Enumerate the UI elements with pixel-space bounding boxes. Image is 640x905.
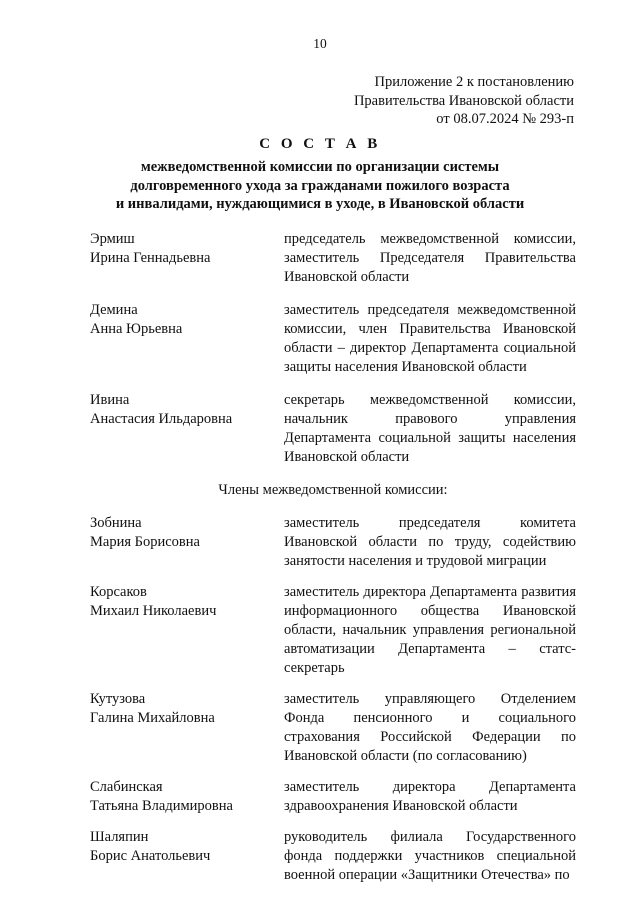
member-role: заместитель директора Департамента здравоохранения Ивановской области xyxy=(284,779,576,814)
member-given-name: Татьяна Владимировна xyxy=(90,798,233,814)
member-given-name: Ирина Геннадьевна xyxy=(90,250,211,266)
member-row xyxy=(90,828,576,885)
member-surname: Шаляпин xyxy=(90,829,149,845)
member-name xyxy=(90,514,284,552)
member-surname: Кутузова xyxy=(90,691,146,707)
member-name xyxy=(90,583,284,621)
member-surname: Зобнина xyxy=(90,515,142,531)
appendix-block xyxy=(354,73,574,129)
member-name xyxy=(90,778,284,816)
member-row xyxy=(90,230,576,287)
member-role: заместитель директора Департамента развития информационного общества Ивановской области, начальник управления региональной автоматизации Департамента – статс-секретарь xyxy=(284,584,576,676)
member-row xyxy=(90,583,576,678)
member-name xyxy=(90,301,284,339)
member-surname: Ивина xyxy=(90,392,130,408)
appendix-line: Приложение 2 к постановлению xyxy=(374,74,574,90)
member-name xyxy=(90,690,284,728)
member-row xyxy=(90,690,576,766)
member-surname: Корсаков xyxy=(90,584,147,600)
title-line: межведомственной комиссии по организации системы xyxy=(140,159,500,175)
member-role: заместитель председателя межведомственной комиссии, член Правительства Ивановской области – директор Департамента социальной защиты населения Ивановской области xyxy=(284,302,576,375)
member-role: заместитель управляющего Отделением Фонда пенсионного и социального страхования Российской Федерации по Ивановской области (по согласованию) xyxy=(284,691,576,764)
member-surname: Демина xyxy=(90,302,138,318)
title-heading: С О С Т А В xyxy=(259,136,381,152)
member-name xyxy=(90,828,284,866)
member-surname: Эрмиш xyxy=(90,231,135,247)
appendix-date: от 08.07.2024 № 293-п xyxy=(436,111,574,127)
member-role: председатель межведомственной комиссии, заместитель Председателя Правительства Ивановской области xyxy=(284,231,576,285)
page-number: 10 xyxy=(313,36,327,51)
member-surname: Слабинская xyxy=(90,779,163,795)
title-line: долговременного ухода за гражданами пожилого возраста xyxy=(130,177,510,194)
title-line: и инвалидами, нуждающимися в уходе, в Ивановской области xyxy=(115,196,525,212)
member-given-name: Анна Юрьевна xyxy=(90,321,183,337)
member-row xyxy=(90,301,576,377)
member-given-name: Анастасия Ильдаровна xyxy=(90,411,233,427)
member-role: руководитель филиала Государственного фонда поддержки участников специальной военной операции «Защитники Отечества» по xyxy=(284,829,576,883)
member-row xyxy=(90,391,576,467)
member-given-name: Мария Борисовна xyxy=(90,534,200,550)
member-name xyxy=(90,391,284,429)
appendix-line: Правительства Ивановской области xyxy=(353,92,574,109)
member-name xyxy=(90,230,284,268)
commission-list xyxy=(90,230,576,885)
member-row xyxy=(90,514,576,571)
members-heading: Члены межведомственной комиссии: xyxy=(218,482,448,498)
member-row xyxy=(90,778,576,816)
member-role: секретарь межведомственной комиссии, начальник правового управления Департамента социальной защиты населения Ивановской области xyxy=(284,392,576,465)
member-given-name: Михаил Николаевич xyxy=(90,603,217,619)
member-given-name: Борис Анатольевич xyxy=(90,848,211,864)
member-given-name: Галина Михайловна xyxy=(90,710,215,726)
document-title xyxy=(0,136,640,214)
member-role: заместитель председателя комитета Ивановской области по труду, содействию занятости населения и трудовой миграции xyxy=(284,515,576,569)
